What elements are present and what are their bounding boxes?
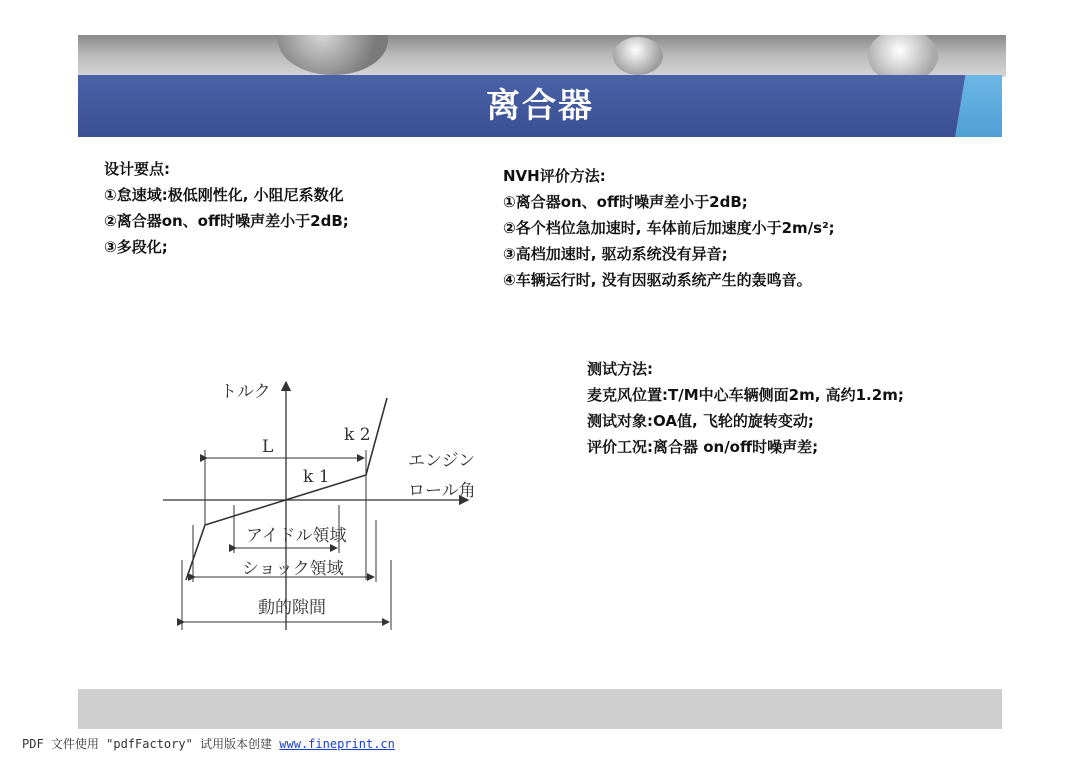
water-drop-decoration xyxy=(278,35,388,75)
water-drop-decoration xyxy=(613,37,663,75)
list-item: ④车辆运行时, 没有因驱动系统产生的轰鸣音。 xyxy=(503,271,812,289)
test-method-block xyxy=(587,356,904,460)
idle-region-label: アイドル領域 xyxy=(246,526,347,546)
list-item: ③高档加速时, 驱动系统没有异音; xyxy=(503,245,728,263)
torsional-characteristic-diagram xyxy=(150,370,500,640)
nvh-evaluation-heading: NVH评价方法: xyxy=(503,167,606,185)
list-item: ①离合器on、off时噪声差小于2dB; xyxy=(503,193,748,211)
list-item: 评价工况:离合器 on/off时噪声差; xyxy=(587,438,819,456)
pdf-creator-note xyxy=(22,735,395,752)
title-bar xyxy=(78,75,1002,137)
k1-label: k 1 xyxy=(303,467,330,487)
design-points-heading: 设计要点: xyxy=(104,160,170,178)
dynamic-clearance-label: 動的隙間 xyxy=(258,598,326,618)
L-label: L xyxy=(262,437,274,457)
x-axis-label-2: ロール角 xyxy=(408,481,476,501)
test-method-heading: 测试方法: xyxy=(587,360,653,378)
fineprint-link[interactable]: www.fineprint.cn xyxy=(279,737,395,751)
design-points-block xyxy=(104,156,349,260)
shock-region-label: ショック領域 xyxy=(242,559,344,579)
list-item: ①怠速域:极低刚性化, 小阻尼系数化 xyxy=(104,186,344,204)
water-drop-decoration xyxy=(868,35,938,77)
page-title: 离合器 xyxy=(486,86,594,126)
pdf-note-text: PDF 文件使用 "pdfFactory" 试用版本创建 xyxy=(22,737,280,751)
list-item: 麦克风位置:T/M中心车辆侧面2m, 高约1.2m; xyxy=(587,386,904,404)
y-axis-label: トルク xyxy=(220,382,271,402)
list-item: 测试对象:OA值, 飞轮的旋转变动; xyxy=(587,412,814,430)
header-photo-banner xyxy=(78,35,1006,77)
x-axis-label-1: エンジン xyxy=(408,451,476,471)
footer-bar xyxy=(78,689,1002,729)
nvh-evaluation-block xyxy=(503,163,835,293)
list-item: ②离合器on、off时噪声差小于2dB; xyxy=(104,212,349,230)
list-item: ②各个档位急加速时, 车体前后加速度小于2m/s²; xyxy=(503,219,835,237)
list-item: ③多段化; xyxy=(104,238,168,256)
k2-label: k 2 xyxy=(344,425,371,445)
